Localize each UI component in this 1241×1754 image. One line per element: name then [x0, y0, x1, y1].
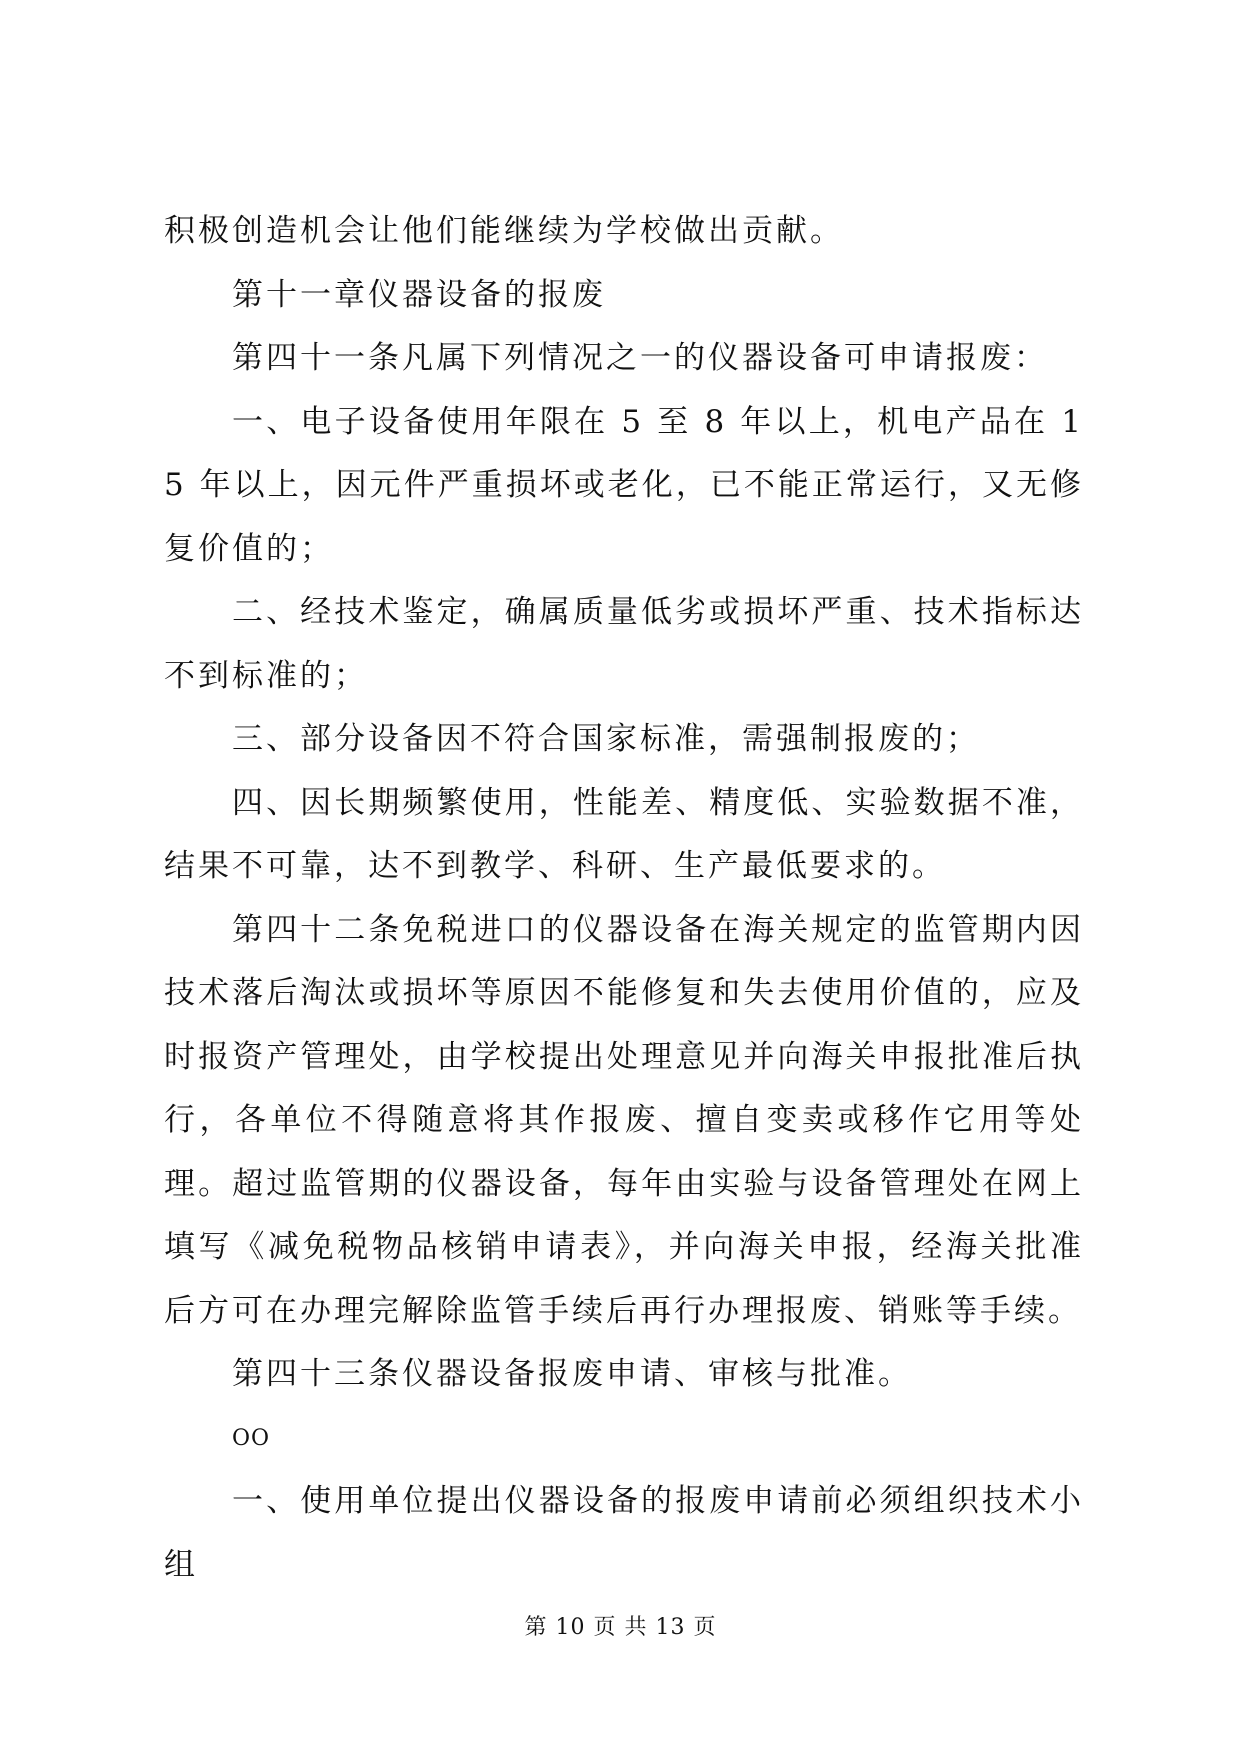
article-41-item-2: 二、经技术鉴定，确属质量低劣或损坏严重、技术指标达不到标准的； — [164, 594, 1084, 694]
article-42: 第四十二条免税进口的仪器设备在海关规定的监管期内因技术落后淘汰或损坏等原因不能修复和失去使用价值的，应及时报资产管理处，由学校提出处理意见并向海关申报批准后执行，各单位不得随意将其作报废、擅自变卖或移作它用等处理。超过监管期的仪器设备，每年由实验与设备管理处在网上填写《减免税物品核销申请表》，并向海关申报，经海关批准后方可在办理完解除监管手续后再行办理报废、销账等手续。 — [164, 911, 1084, 1329]
article-41-item-1: 一、电子设备使用年限在 5 至 8 年以上，机电产品在 15 年以上，因元件严重损坏或老化，已不能正常运行，又无修复价值的； — [164, 403, 1084, 567]
paragraph-continuation: 积极创造机会让他们能继续为学校做出贡献。 — [164, 213, 844, 249]
article-43-item-1: 一、使用单位提出仪器设备的报废申请前必须组织技术小组 — [164, 1483, 1084, 1583]
article-43: 第四十三条仪器设备报废申请、审核与批准。 — [232, 1356, 912, 1392]
article-41-item-3: 三、部分设备因不符合国家标准，需强制报废的； — [232, 721, 980, 757]
chapter-heading: 第十一章仪器设备的报废 — [232, 276, 606, 313]
article-41: 第四十一条凡属下列情况之一的仪器设备可申请报废： — [232, 340, 1048, 376]
article-41-item-4: 四、因长期频繁使用，性能差、精度低、实验数据不准，结果不可靠，达不到教学、科研、生产最低要求的。 — [164, 784, 1084, 884]
document-body — [164, 200, 1084, 1597]
stray-marker: OO — [232, 1425, 271, 1451]
page-footer: 第 10 页 共 13 页 — [524, 1615, 717, 1640]
